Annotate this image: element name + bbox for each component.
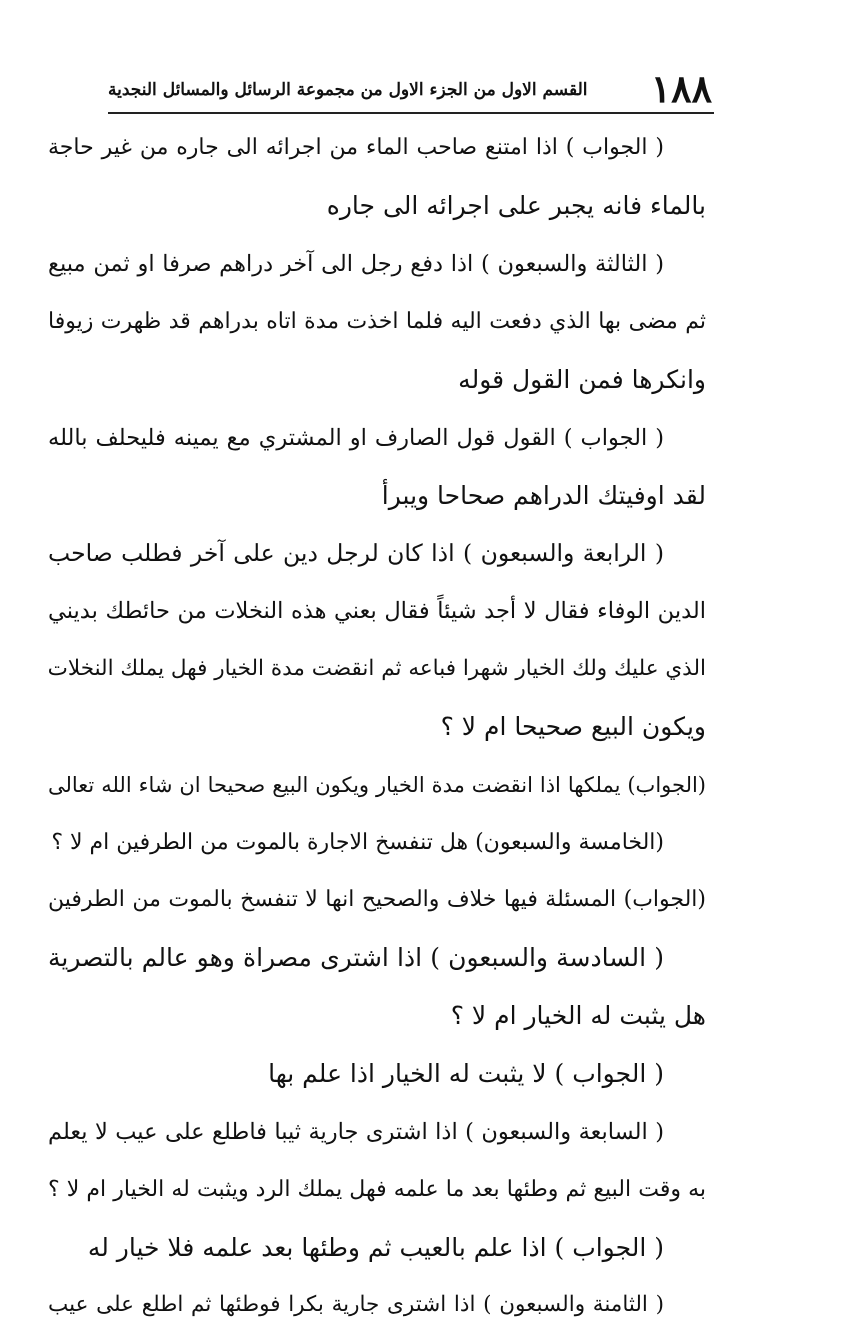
text-line: ويكون البيع صحيحا ام لا ؟ (440, 712, 706, 741)
page-number: ١٨٨ (650, 66, 712, 111)
text-line: (الجواب) المسئلة فيها خلاف والصحيح انها لا تنفسخ بالموت من الطرفين (48, 887, 706, 912)
header-rule (108, 112, 714, 114)
text-line: ( الجواب ) لا يثبت له الخيار اذا علم بها (268, 1059, 664, 1088)
text-line: (الخامسة والسبعون) هل تنفسخ الاجارة بالموت من الطرفين ام لا ؟ (51, 830, 664, 855)
text-line: ( السابعة والسبعون ) اذا اشترى جارية ثيبا فاطلع على عيب لا يعلم (48, 1119, 664, 1145)
text-line: هل يثبت له الخيار ام لا ؟ (450, 1001, 706, 1030)
text-line: ثم مضى بها الذي دفعت اليه فلما اخذت مدة اتاه بدراهم قد ظهرت زيوفا (48, 309, 706, 334)
text-line: ( الجواب ) القول قول الصارف او المشتري مع يمينه فليحلف بالله (48, 425, 664, 451)
text-line: بالماء فانه يجبر على اجرائه الى جاره (326, 191, 706, 220)
text-line: ( السادسة والسبعون ) اذا اشترى مصراة وهو عالم بالتصرية (48, 943, 664, 972)
text-line: به وقت البيع ثم وطئها بعد ما علمه فهل يملك الرد ويثبت له الخيار ام لا ؟ (48, 1177, 706, 1202)
text-line: ( الثالثة والسبعون ) اذا دفع رجل الى آخر دراهم صرفا او ثمن مبيع (48, 251, 664, 277)
text-line: ( الجواب ) اذا علم بالعيب ثم وطئها بعد علمه فلا خيار له (87, 1233, 664, 1262)
text-line: (الجواب) يملكها اذا انقضت مدة الخيار ويكون البيع صحيحا ان شاء الله تعالى (48, 773, 706, 797)
page-header (108, 66, 712, 112)
text-line: الدين الوفاء فقال لا أجد شيئاً فقال بعني هذه النخلات من حائطك بديني (48, 598, 706, 624)
text-line: ( الجواب ) اذا امتنع صاحب الماء من اجرائه الى جاره من غير حاجة (48, 135, 664, 160)
text-line: ( الرابعة والسبعون ) اذا كان لرجل دين على آخر فطلب صاحب (48, 539, 664, 567)
text-line: الذي عليك ولك الخيار شهرا فباعه ثم انقضت مدة الخيار فهل يملك النخلات (47, 656, 706, 681)
text-line: وانكرها فمن القول قوله (458, 365, 706, 394)
running-title: القسم الاول من الجزء الاول من مجموعة الرسائل والمسائل النجدية (108, 80, 588, 100)
text-line: ( الثامنة والسبعون ) اذا اشترى جارية بكرا فوطئها ثم اطلع على عيب (48, 1292, 664, 1317)
text-line: لقد اوفيتك الدراهم صحاحا ويبرأ (381, 481, 706, 510)
